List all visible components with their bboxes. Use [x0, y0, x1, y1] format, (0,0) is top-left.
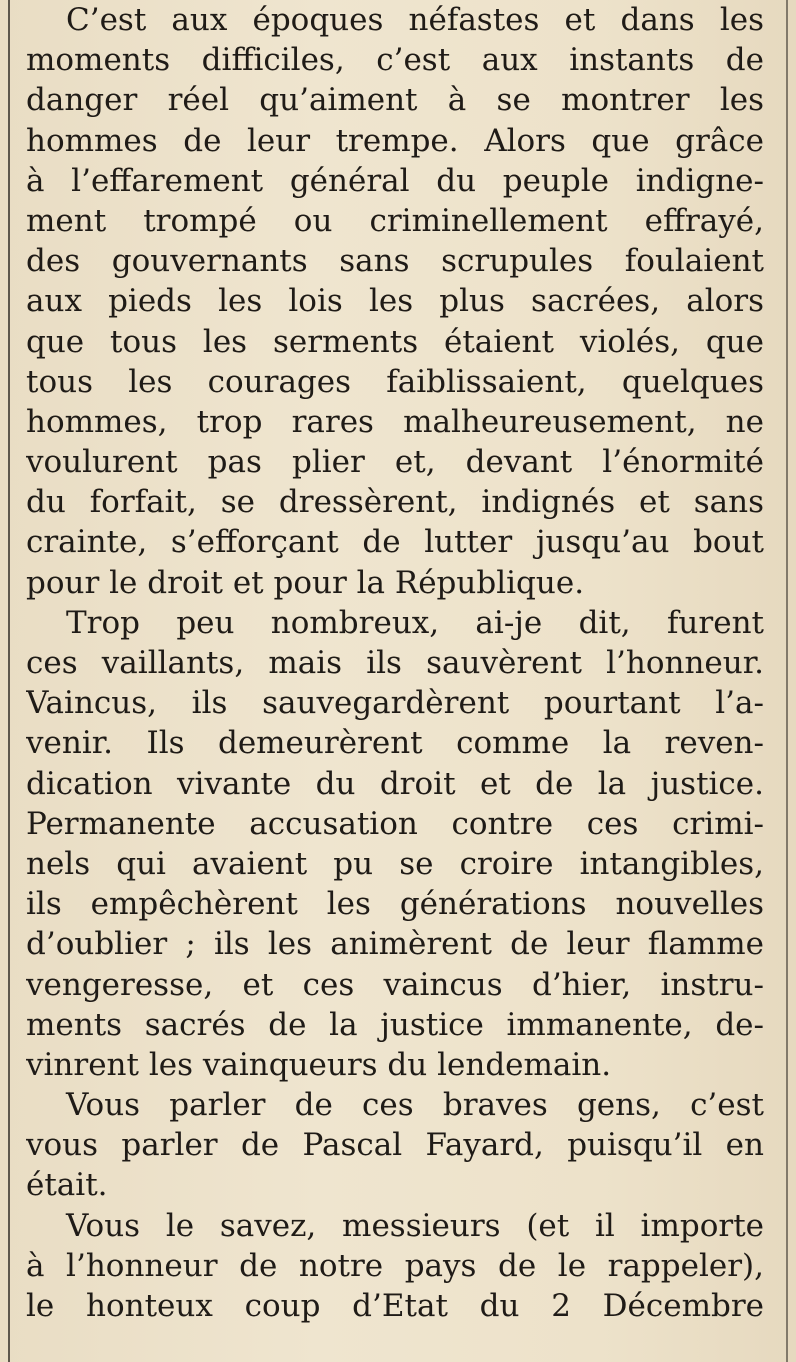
text-line: danger réel qu’aiment à se montrer les: [26, 82, 764, 119]
text-line: vengeresse, et ces vaincus d’hier, instru-: [26, 966, 764, 1003]
text-line: que tous les serments étaient violés, que: [26, 323, 764, 360]
column-rule-left: [8, 0, 10, 1362]
text-line: ces vaillants, mais ils sauvèrent l’honneur.: [26, 645, 764, 681]
text-line: était.: [26, 1167, 108, 1204]
text-line: Trop peu nombreux, ai-je dit, furent: [66, 604, 764, 641]
text-line: vous parler de Pascal Fayard, puisqu’il en: [26, 1127, 764, 1164]
paragraph-2: [26, 603, 764, 1085]
text-line: d’oublier ; ils les animèrent de leur flamme: [26, 926, 764, 963]
text-line: pour le droit et pour la République.: [26, 564, 585, 601]
text-line: des gouvernants sans scrupules foulaient: [26, 243, 764, 280]
text-line: hommes, trop rares malheureusement, ne: [26, 403, 764, 440]
paragraph-1: [26, 0, 764, 603]
paragraph-3: [26, 1085, 764, 1206]
text-line: Vous le savez, messieurs (et il importe: [66, 1207, 764, 1244]
text-line: ils empêchèrent les générations nouvelles: [26, 886, 764, 923]
text-line: hommes de leur trempe. Alors que grâce: [26, 122, 764, 159]
text-line: voulurent pas plier et, devant l’énormité: [26, 444, 764, 481]
text-line: aux pieds les lois les plus sacrées, alors: [26, 283, 764, 320]
text-line: vinrent les vainqueurs du lendemain.: [26, 1046, 612, 1083]
text-line: Vous parler de ces braves gens, c’est: [66, 1087, 764, 1124]
text-line: Permanente accusation contre ces crimi-: [26, 805, 764, 842]
text-line: à l’effarement général du peuple indigne-: [26, 162, 764, 199]
text-line: C’est aux époques néfastes et dans les: [66, 2, 764, 38]
text-line: ments sacrés de la justice immanente, de-: [26, 1006, 764, 1043]
text-line: nels qui avaient pu se croire intangibles,: [26, 845, 764, 882]
text-line: crainte, s’efforçant de lutter jusqu’au bout: [26, 524, 764, 561]
text-line: venir. Ils demeurèrent comme la reven-: [26, 725, 764, 762]
text-line: ment trompé ou criminellement effrayé,: [26, 202, 764, 239]
text-line: tous les courages faiblissaient, quelques: [26, 363, 764, 400]
text-line: Vaincus, ils sauvegardèrent pourtant l’a-: [26, 685, 764, 722]
text-line: moments difficiles, c’est aux instants de: [26, 42, 764, 79]
text-line: dication vivante du droit et de la justice.: [26, 765, 764, 802]
text-line: à l’honneur de notre pays de le rappeler),: [26, 1247, 764, 1284]
paragraph-4: [26, 1206, 764, 1327]
article-column: [26, 0, 764, 1326]
text-line: le honteux coup d’Etat du 2 Décembre: [26, 1288, 764, 1324]
text-line: du forfait, se dressèrent, indignés et sans: [26, 484, 764, 521]
column-rule-right: [786, 0, 788, 1362]
